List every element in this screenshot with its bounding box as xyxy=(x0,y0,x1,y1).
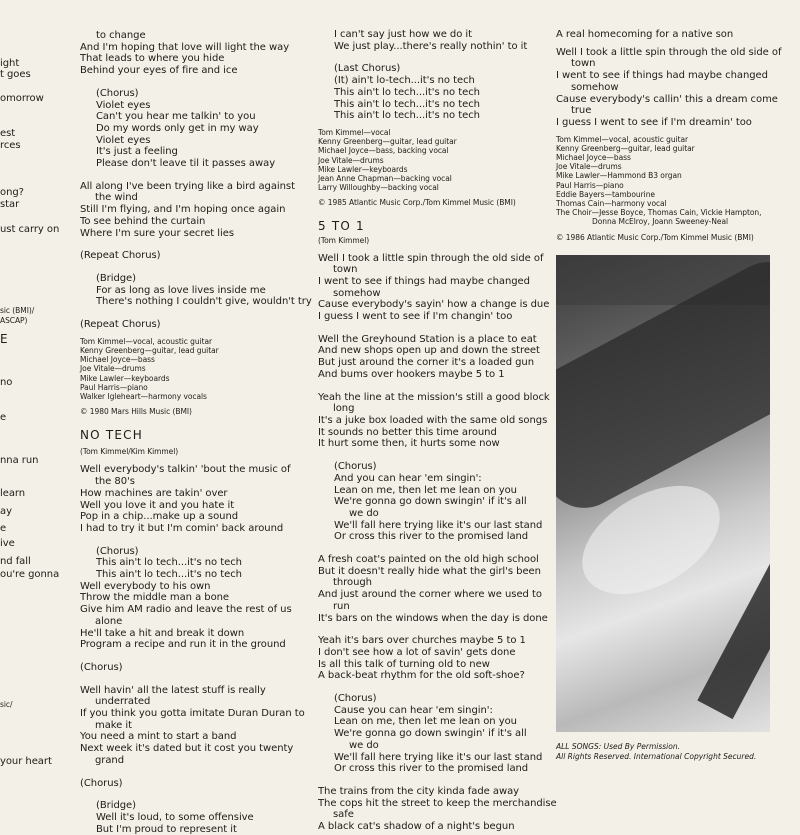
section-label: (Chorus) xyxy=(96,545,139,557)
cropped-text: omorrow xyxy=(0,93,44,104)
lyric-line: Well havin' all the latest stuff is really xyxy=(80,684,266,696)
lyric-line: We're gonna go down swingin' if it's all xyxy=(334,496,527,508)
personnel-entry: Michael Joyce—bass xyxy=(80,355,155,365)
lyric-line: through xyxy=(333,577,372,589)
lyric-line: A black cat's shadow of a night's begun xyxy=(318,821,515,833)
lyric-line: run xyxy=(333,600,350,612)
personnel-entry: Mike Lawler—keyboards xyxy=(318,164,408,174)
lyric-line: I went to see if things had maybe changed xyxy=(556,70,768,82)
lyric-line: I guess I went to see if I'm dreamin' too xyxy=(556,116,752,128)
lyric-line: This ain't lo tech...it's no tech xyxy=(96,569,242,581)
lyric-line: Violet eyes xyxy=(96,134,151,146)
lyric-line: But just around the corner it's a loaded gun xyxy=(318,357,535,369)
lyric-line: grand xyxy=(95,754,125,766)
lyric-line: Cause you can hear 'em singin': xyxy=(334,704,493,716)
lyric-line: All along I've been trying like a bird against xyxy=(80,180,295,192)
lyric-line: It sounds no better this time around xyxy=(318,426,497,438)
section-label: (Repeat Chorus) xyxy=(80,319,161,331)
lyric-line: Well everybody's talkin' 'bout the music of xyxy=(80,464,291,476)
lyric-line: And just around the corner where we used to xyxy=(318,589,542,601)
song-writer: (Tom Kimmel/Kim Kimmel) xyxy=(80,447,179,457)
section-label: (Chorus) xyxy=(80,661,123,673)
lyric-line: And you can hear 'em singin': xyxy=(334,472,482,484)
copyright: © 1980 Mars Hills Music (BMI) xyxy=(80,407,192,417)
lyric-line: How machines are takin' over xyxy=(80,487,228,499)
lyric-line: I don't see how a lot of savin' gets done xyxy=(318,646,516,658)
cropped-text: star xyxy=(0,199,20,210)
lyric-line: alone xyxy=(95,615,123,627)
lyric-line: Or cross this river to the promised land xyxy=(334,763,529,775)
personnel-entry: Walker Igleheart—harmony vocals xyxy=(80,391,207,401)
lyric-line: A fresh coat's painted on the old high school xyxy=(318,554,539,566)
cropped-text: ong? xyxy=(0,187,24,198)
section-label: (Last Chorus) xyxy=(334,63,401,75)
personnel-list xyxy=(318,128,543,208)
lyric-line: It hurt some then, it hurts some now xyxy=(318,438,500,450)
lyric-line: You need a mint to start a band xyxy=(80,731,237,743)
personnel-entry: Tom Kimmel—vocal xyxy=(318,127,391,137)
lyric-line: He'll take a hit and break it down xyxy=(80,627,245,639)
section-label: (Repeat Chorus) xyxy=(80,250,161,262)
personnel-list xyxy=(80,337,315,417)
rights-credits xyxy=(556,742,776,761)
lyric-line: Well the Greyhound Station is a place to eat xyxy=(318,333,537,345)
lyric-line: Please don't leave til it passes away xyxy=(96,158,276,170)
lyric-line: Behind your eyes of fire and ice xyxy=(80,65,238,77)
lyric-line: Give him AM radio and leave the rest of us xyxy=(80,604,292,616)
section-label: (Chorus) xyxy=(80,777,123,789)
lyric-line: This ain't lo tech...it's no tech xyxy=(334,98,480,110)
lyric-line: This ain't lo tech...it's no tech xyxy=(96,557,242,569)
lyric-line: The cops hit the street to keep the merchandise xyxy=(318,797,557,809)
personnel-entry: Eddie Bayers—tambourine xyxy=(556,189,655,199)
lyric-line: Is all this talk of turning old to new xyxy=(318,658,490,670)
lyric-line: And I'm hoping that love will light the way xyxy=(80,41,290,53)
lyric-line: It's just a feeling xyxy=(96,146,178,158)
lyric-line: Cause everybody's callin' this a dream come xyxy=(556,93,778,105)
lyric-line: For as long as love lives inside me xyxy=(96,284,266,296)
lyric-line: Program a recipe and run it in the ground xyxy=(80,639,286,651)
lyric-line: Yeah it's bars over churches maybe 5 to 1 xyxy=(318,635,526,647)
lyric-line: somehow xyxy=(571,81,619,93)
personnel-entry: Jean Anne Chapman—backing vocal xyxy=(318,173,452,183)
cropped-text: t goes xyxy=(0,69,31,80)
cropped-title: E xyxy=(0,332,8,346)
personnel-entry: Joe Vitale—drums xyxy=(318,155,384,165)
personnel-entry: Tom Kimmel—vocal, acoustic guitar xyxy=(556,134,689,144)
lyric-line: There's nothing I couldn't give, wouldn't try xyxy=(96,296,312,308)
lyric-line: A real homecoming for a native son xyxy=(556,29,734,40)
personnel-entry: Tom Kimmel—vocal, acoustic guitar xyxy=(80,336,213,346)
lyric-line: Lean on me, then let me lean on you xyxy=(334,484,517,496)
personnel-entry: Michael Joyce—bass xyxy=(556,153,631,163)
credit-line: All Rights Reserved. International Copyright Secured. xyxy=(556,751,757,761)
lyric-line: I had to try it but I'm comin' back around xyxy=(80,522,284,534)
cropped-text: no xyxy=(0,377,13,388)
lyric-line: It's a juke box loaded with the same old songs xyxy=(318,414,548,426)
lyric-line: That leads to where you hide xyxy=(80,53,225,65)
lyric-line: And bums over hookers maybe 5 to 1 xyxy=(318,368,505,380)
lyric-line: to change xyxy=(96,30,146,41)
lyric-line: This ain't lo tech...it's no tech xyxy=(334,86,480,98)
song-title: 5 TO 1 xyxy=(318,218,365,233)
section-label: (Bridge) xyxy=(96,800,137,812)
lyric-line: But it doesn't really hide what the girl's been xyxy=(318,565,541,577)
cropped-text: nd fall xyxy=(0,556,31,567)
lyric-line: somehow xyxy=(333,287,381,299)
lyric-line: It's bars on the windows when the day is done xyxy=(318,612,548,624)
personnel-entry: Joe Vitale—drums xyxy=(556,162,622,172)
cropped-text: ive xyxy=(0,538,15,549)
lyric-line: Well I took a little spin through the old side of xyxy=(318,252,544,264)
lyric-line: We're gonna go down swingin' if it's all xyxy=(334,728,527,740)
lyric-line: Lean on me, then let me lean on you xyxy=(334,716,517,728)
photo xyxy=(556,255,770,732)
lyric-line: This ain't lo tech...it's no tech xyxy=(334,110,480,122)
lyric-line: underrated xyxy=(95,696,151,708)
personnel-entry: Mike Lawler—Hammond B3 organ xyxy=(556,171,682,181)
lyric-line: safe xyxy=(333,809,354,821)
lyric-line: I guess I went to see if I'm changin' too xyxy=(318,311,513,323)
lyric-line: I went to see if things had maybe changed xyxy=(318,275,530,287)
lyric-line: town xyxy=(571,58,596,70)
lyrics-column-1 xyxy=(80,30,315,835)
personnel-entry: Larry Willoughby—backing vocal xyxy=(318,183,439,193)
personnel-entry: Thomas Cain—harmony vocal xyxy=(556,199,667,209)
cropped-text: ust carry on xyxy=(0,224,60,235)
lyrics-column-2 xyxy=(318,29,557,833)
cropped-text: e xyxy=(0,412,7,423)
cropped-text: sic (BMI)/ xyxy=(0,306,35,315)
lyric-line: Well everybody to his own xyxy=(80,580,211,592)
lyric-line: We'll fall here trying like it's our last stand xyxy=(334,751,543,763)
lyric-line: Yeah the line at the mission's still a good block xyxy=(318,391,550,403)
cropped-text: e xyxy=(0,523,7,534)
cropped-text: ay xyxy=(0,506,12,517)
personnel-entry: Joe Vitale—drums xyxy=(80,364,146,374)
lyric-line: we do xyxy=(349,739,379,751)
lyric-line: A back-beat rhythm for the old soft-shoe? xyxy=(318,670,525,682)
personnel-entry: The Choir—Jesse Boyce, Thomas Cain, Vickie Hampton, xyxy=(556,208,762,218)
section-label: (Chorus) xyxy=(334,461,377,473)
personnel-entry: Kenny Greenberg—guitar, lead guitar xyxy=(80,345,219,355)
credit-line: ALL SONGS: Used By Permission. xyxy=(556,742,680,751)
lyric-line: town xyxy=(333,264,358,276)
copyright: © 1985 Atlantic Music Corp./Tom Kimmel Music (BMI) xyxy=(318,198,516,208)
lyric-line: (It) ain't lo-tech...it's no tech xyxy=(334,75,475,87)
cropped-text: est xyxy=(0,128,16,139)
lyric-line: Cause everybody's sayin' how a change is due xyxy=(318,299,550,311)
lyric-line: Do my words only get in my way xyxy=(96,122,259,134)
lyric-line: I can't say just how we do it xyxy=(334,29,473,40)
lyric-line: Well you love it and you hate it xyxy=(80,499,235,511)
lyric-line: We'll fall here trying like it's our last stand xyxy=(334,519,543,531)
lyric-line: the wind xyxy=(95,192,138,204)
lyric-line: Throw the middle man a bone xyxy=(80,592,230,604)
lyric-line: Or cross this river to the promised land xyxy=(334,531,529,543)
lyric-line: Pop in a chip...make up a sound xyxy=(80,511,239,523)
left-cropped-column xyxy=(0,0,60,800)
personnel-list xyxy=(556,135,781,242)
cropped-text: sic/ xyxy=(0,700,13,709)
lyric-line: Still I'm flying, and I'm hoping once again xyxy=(80,204,286,216)
lyric-line: Can't you hear me talkin' to you xyxy=(96,111,256,123)
personnel-entry: Kenny Greenberg—guitar, lead guitar xyxy=(318,137,457,147)
cropped-text: your heart xyxy=(0,756,52,767)
lyrics-column-3 xyxy=(556,29,781,242)
personnel-entry: Paul Harris—piano xyxy=(80,382,148,392)
lyric-line: Where I'm sure your secret lies xyxy=(80,227,235,239)
lyric-line: But I'm proud to represent it xyxy=(96,823,237,835)
section-label: (Bridge) xyxy=(96,272,137,284)
cropped-text: learn xyxy=(0,488,26,499)
lyric-line: long xyxy=(333,403,355,415)
lyric-line: To see behind the curtain xyxy=(80,215,206,227)
personnel-entry: Michael Joyce—bass, backing vocal xyxy=(318,146,449,156)
cropped-text: nna run xyxy=(0,455,39,466)
personnel-entry: Kenny Greenberg—guitar, lead guitar xyxy=(556,143,695,153)
lyric-line: Well it's loud, to some offensive xyxy=(96,811,254,823)
song-title: NO TECH xyxy=(80,428,143,443)
copyright: © 1986 Atlantic Music Corp./Tom Kimmel Music (BMI) xyxy=(556,232,754,242)
section-label: (Chorus) xyxy=(334,693,377,705)
lyric-line: Violet eyes xyxy=(96,99,151,111)
personnel-entry: Paul Harris—piano xyxy=(556,180,624,190)
lyric-line: we do xyxy=(349,507,379,519)
cropped-text: ight xyxy=(0,58,20,69)
lyric-line: the 80's xyxy=(95,476,135,488)
personnel-entry: Donna McElroy, Joann Sweeney-Neal xyxy=(592,217,729,227)
cropped-text: rces xyxy=(0,140,21,151)
song-writer: (Tom Kimmel) xyxy=(318,235,370,245)
personnel-entry: Mike Lawler—keyboards xyxy=(80,373,170,383)
cropped-text: ASCAP) xyxy=(0,316,28,325)
lyric-line: Well I took a little spin through the old side of xyxy=(556,46,782,58)
section-label: (Chorus) xyxy=(96,87,139,99)
cropped-text: ou're gonna xyxy=(0,569,60,580)
lyric-line: And new shops open up and down the street xyxy=(318,345,540,357)
lyric-line: Next week it's dated but it cost you twenty xyxy=(80,743,294,755)
lyric-line: We just play...there's really nothin' to it xyxy=(334,40,528,52)
lyric-line: The trains from the city kinda fade away xyxy=(318,785,520,797)
lyric-line: make it xyxy=(95,719,132,731)
lyric-line: If you think you gotta imitate Duran Duran to xyxy=(80,708,305,720)
lyric-line: true xyxy=(571,105,592,117)
